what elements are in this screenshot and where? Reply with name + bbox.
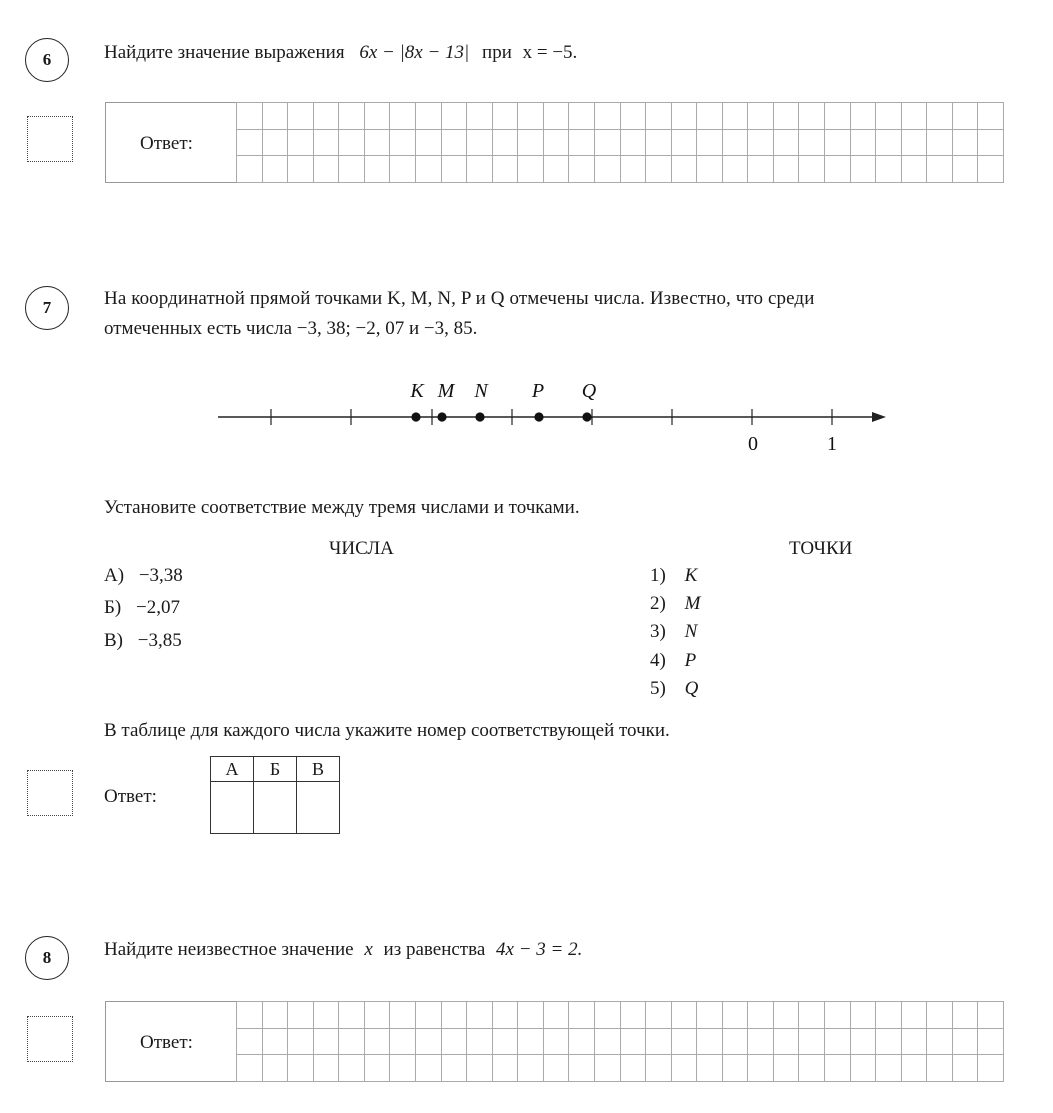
answer-grid-cell[interactable] (544, 130, 570, 157)
answer-grid-cell[interactable] (646, 1055, 672, 1082)
question-8-variable: x (364, 939, 373, 960)
point-name: K (684, 565, 698, 586)
answer-grid-cell[interactable] (748, 1055, 774, 1082)
answer-grid-cell[interactable] (390, 130, 416, 157)
answer-grid-cell[interactable] (902, 156, 928, 183)
number-value: −2,07 (136, 597, 180, 618)
answer-grid-cell[interactable] (851, 130, 877, 157)
answer-grid-cell[interactable] (825, 103, 851, 130)
number-line-one: 1 (827, 433, 837, 455)
point-name: P (684, 650, 697, 671)
question-number-8 (25, 936, 69, 980)
answer-cell-v[interactable] (297, 782, 340, 834)
answer-grid-cell[interactable] (595, 1029, 621, 1056)
answer-grid-cell[interactable] (902, 1029, 928, 1056)
answer-table-7 (210, 756, 340, 834)
score-box-8 (27, 1016, 73, 1062)
answer-grid-cell[interactable] (237, 103, 263, 130)
number-key: В) (104, 630, 123, 651)
answer-label-6: Ответ: (140, 133, 193, 154)
answer-grid-cell[interactable] (339, 1002, 365, 1029)
answer-grid-cell[interactable] (314, 1029, 340, 1056)
question-8-text (104, 939, 582, 961)
number-value: −3,38 (138, 565, 183, 586)
answer-grid-cell[interactable] (416, 103, 442, 130)
answer-grid-cell[interactable] (467, 1002, 493, 1029)
answer-grid-cell[interactable] (876, 1055, 902, 1082)
question-8-equation: 4x − 3 = 2. (496, 939, 583, 960)
answer-grid-cell[interactable] (672, 1002, 698, 1029)
answer-grid-cell[interactable] (390, 103, 416, 130)
question-6-middle: при (482, 42, 512, 63)
answer-grid-cell[interactable] (237, 1002, 263, 1029)
answer-grid-cell[interactable] (339, 1055, 365, 1082)
answer-grid-cell[interactable] (365, 1002, 391, 1029)
answer-grid-cell[interactable] (416, 1029, 442, 1056)
answer-label-7: Ответ: (104, 786, 157, 807)
number-item-v (104, 630, 182, 652)
answer-grid-cell[interactable] (825, 156, 851, 183)
answer-grid-cell[interactable] (544, 1055, 570, 1082)
answer-grid-cell[interactable] (621, 156, 647, 183)
point-label-q: Q (581, 380, 597, 402)
point-label-n: N (474, 380, 488, 402)
answer-grid-cell[interactable] (595, 156, 621, 183)
answer-grid-cell[interactable] (978, 1002, 1004, 1029)
question-8-middle: из равенства (383, 939, 486, 960)
question-6-prefix: Найдите значение выражения (104, 42, 345, 63)
answer-grid-cell[interactable] (672, 156, 698, 183)
table-header-v: В (297, 757, 340, 782)
answer-grid-cell[interactable] (825, 1029, 851, 1056)
table-header-b: Б (254, 757, 297, 782)
answer-cell-a[interactable] (211, 782, 254, 834)
question-6-expression: 6x − |8x − 13| (359, 42, 470, 63)
answer-grid-cell[interactable] (416, 1002, 442, 1029)
answer-grid-cell[interactable] (851, 1029, 877, 1056)
question-7-instruction: Установите соответствие между тремя числами и точками. (104, 497, 580, 518)
answer-grid-cell[interactable] (621, 130, 647, 157)
question-number-6 (25, 38, 69, 82)
answer-grid-cell[interactable] (697, 156, 723, 183)
answer-grid-cell[interactable] (314, 130, 340, 157)
answer-grid-cell[interactable] (288, 1029, 314, 1056)
point-name: M (684, 593, 701, 614)
answer-grid-cell[interactable] (723, 130, 749, 157)
answer-grid-cell[interactable] (467, 1029, 493, 1056)
number-line-arrow (872, 412, 886, 422)
answer-grid-cell[interactable] (953, 103, 979, 130)
answer-grid-cell[interactable] (672, 1029, 698, 1056)
answer-grid-cell[interactable] (825, 130, 851, 157)
answer-grid-cell[interactable] (467, 103, 493, 130)
answer-label-8: Ответ: (140, 1032, 193, 1053)
answer-grid-cell[interactable] (467, 1055, 493, 1082)
answer-grid-6[interactable] (236, 102, 1004, 183)
number-item-a (104, 565, 183, 587)
answer-grid-cell[interactable] (263, 156, 289, 183)
answer-grid-cell[interactable] (442, 1002, 468, 1029)
answer-grid-cell[interactable] (518, 103, 544, 130)
number-line-zero: 0 (748, 433, 758, 455)
answer-grid-cell[interactable] (442, 130, 468, 157)
answer-grid-cell[interactable] (365, 130, 391, 157)
answer-grid-cell[interactable] (518, 1029, 544, 1056)
point-label-m: M (437, 380, 455, 402)
answer-grid-cell[interactable] (851, 1002, 877, 1029)
answer-grid-cell[interactable] (493, 1029, 519, 1056)
answer-grid-cell[interactable] (851, 103, 877, 130)
answer-grid-cell[interactable] (774, 156, 800, 183)
answer-grid-cell[interactable] (518, 130, 544, 157)
answer-grid-cell[interactable] (646, 130, 672, 157)
answer-grid-cell[interactable] (774, 1029, 800, 1056)
answer-grid-cell[interactable] (339, 130, 365, 157)
answer-grid-cell[interactable] (978, 156, 1004, 183)
answer-grid-cell[interactable] (314, 103, 340, 130)
question-6-text (104, 42, 577, 64)
point-option-4 (650, 650, 696, 672)
answer-grid-cell[interactable] (799, 1055, 825, 1082)
answer-grid-cell[interactable] (390, 1002, 416, 1029)
answer-grid-cell[interactable] (672, 130, 698, 157)
point-key: 1) (650, 565, 666, 586)
answer-grid-cell[interactable] (978, 130, 1004, 157)
answer-grid-cell[interactable] (646, 1029, 672, 1056)
number-key: А) (104, 565, 125, 586)
answer-grid-cell[interactable] (927, 130, 953, 157)
point-key: 4) (650, 650, 666, 671)
point-name: N (684, 621, 698, 642)
answer-grid-cell[interactable] (569, 130, 595, 157)
answer-grid-cell[interactable] (263, 130, 289, 157)
answer-cell-b[interactable] (254, 782, 297, 834)
answer-grid-cell[interactable] (748, 130, 774, 157)
answer-grid-cell[interactable] (876, 156, 902, 183)
answer-grid-cell[interactable] (723, 156, 749, 183)
point-option-2 (650, 593, 700, 615)
answer-grid-cell[interactable] (697, 103, 723, 130)
answer-grid-cell[interactable] (902, 103, 928, 130)
answer-grid-cell[interactable] (288, 103, 314, 130)
answer-grid-cell[interactable] (799, 156, 825, 183)
question-number-7-label: 7 (42, 298, 52, 317)
answer-grid-cell[interactable] (621, 1002, 647, 1029)
answer-grid-cell[interactable] (621, 1029, 647, 1056)
answer-grid-cell[interactable] (518, 1002, 544, 1029)
answer-grid-cell[interactable] (902, 1002, 928, 1029)
answer-grid-cell[interactable] (851, 1055, 877, 1082)
answer-grid-cell[interactable] (288, 156, 314, 183)
answer-grid-cell[interactable] (953, 1055, 979, 1082)
number-key: Б) (104, 597, 122, 618)
answer-grid-cell[interactable] (365, 103, 391, 130)
answer-grid-cell[interactable] (978, 1029, 1004, 1056)
point-option-3 (650, 621, 697, 643)
answer-grid-cell[interactable] (467, 156, 493, 183)
question-8-prefix: Найдите неизвестное значение (104, 939, 354, 960)
answer-grid-cell[interactable] (595, 1055, 621, 1082)
answer-grid-cell[interactable] (953, 1029, 979, 1056)
answer-grid-cell[interactable] (390, 1029, 416, 1056)
point-label-p: P (531, 380, 545, 402)
answer-grid-cell[interactable] (927, 1002, 953, 1029)
answer-grid-cell[interactable] (544, 156, 570, 183)
answer-grid-cell[interactable] (799, 103, 825, 130)
answer-grid-cell[interactable] (927, 1055, 953, 1082)
answer-grid-cell[interactable] (646, 103, 672, 130)
question-number-8-label: 8 (42, 948, 52, 967)
answer-grid-cell[interactable] (723, 1002, 749, 1029)
answer-grid-cell[interactable] (467, 130, 493, 157)
number-value: −3,85 (137, 630, 182, 651)
answer-grid-cell[interactable] (237, 1029, 263, 1056)
point-k (411, 412, 420, 421)
answer-grid-cell[interactable] (748, 1029, 774, 1056)
point-n (475, 412, 484, 421)
answer-grid-cell[interactable] (544, 103, 570, 130)
answer-grid-cell[interactable] (851, 156, 877, 183)
answer-grid-cell[interactable] (416, 156, 442, 183)
answer-grid-cell[interactable] (314, 1055, 340, 1082)
answer-grid-cell[interactable] (876, 103, 902, 130)
answer-grid-cell[interactable] (569, 1055, 595, 1082)
score-box-7 (27, 770, 73, 816)
answer-grid-cell[interactable] (672, 103, 698, 130)
answer-grid-cell[interactable] (953, 130, 979, 157)
answer-grid-cell[interactable] (288, 1002, 314, 1029)
answer-grid-cell[interactable] (493, 156, 519, 183)
answer-grid-cell[interactable] (569, 103, 595, 130)
answer-grid-cell[interactable] (697, 1055, 723, 1082)
answer-grid-cell[interactable] (263, 103, 289, 130)
answer-grid-cell[interactable] (723, 103, 749, 130)
answer-grid-cell[interactable] (621, 1055, 647, 1082)
answer-grid-cell[interactable] (927, 103, 953, 130)
answer-grid-cell[interactable] (774, 1055, 800, 1082)
answer-grid-cell[interactable] (237, 1055, 263, 1082)
answer-grid-cell[interactable] (493, 1055, 519, 1082)
answer-grid-cell[interactable] (697, 1029, 723, 1056)
answer-grid-cell[interactable] (825, 1002, 851, 1029)
answer-grid-cell[interactable] (288, 1055, 314, 1082)
answer-grid-cell[interactable] (876, 1002, 902, 1029)
answer-grid-cell[interactable] (442, 103, 468, 130)
answer-grid-cell[interactable] (646, 156, 672, 183)
answer-grid-cell[interactable] (774, 130, 800, 157)
question-number-6-label: 6 (42, 50, 52, 69)
answer-grid-cell[interactable] (544, 1002, 570, 1029)
answer-grid-cell[interactable] (595, 130, 621, 157)
answer-grid-cell[interactable] (339, 156, 365, 183)
answer-grid-cell[interactable] (902, 130, 928, 157)
answer-grid-cell[interactable] (365, 1029, 391, 1056)
answer-grid-cell[interactable] (953, 156, 979, 183)
answer-grid-cell[interactable] (314, 1002, 340, 1029)
answer-grid-cell[interactable] (518, 1055, 544, 1082)
answer-grid-cell[interactable] (902, 1055, 928, 1082)
answer-grid-cell[interactable] (416, 1055, 442, 1082)
point-key: 3) (650, 621, 666, 642)
answer-grid-cell[interactable] (825, 1055, 851, 1082)
answer-grid-cell[interactable] (799, 130, 825, 157)
question-number-7 (25, 286, 69, 330)
point-p (534, 412, 543, 421)
question-6-condition: x = −5. (522, 42, 578, 63)
answer-grid-cell[interactable] (493, 1002, 519, 1029)
points-header: ТОЧКИ (789, 538, 853, 559)
answer-grid-cell[interactable] (544, 1029, 570, 1056)
answer-grid-cell[interactable] (927, 1029, 953, 1056)
point-q (582, 412, 591, 421)
answer-grid-cell[interactable] (493, 130, 519, 157)
answer-grid-cell[interactable] (569, 156, 595, 183)
score-box-6 (27, 116, 73, 162)
answer-grid-cell[interactable] (314, 156, 340, 183)
answer-grid-cell[interactable] (442, 156, 468, 183)
answer-grid-cell[interactable] (518, 156, 544, 183)
answer-grid-cell[interactable] (774, 1002, 800, 1029)
answer-grid-cell[interactable] (748, 156, 774, 183)
answer-grid-8[interactable] (236, 1001, 1004, 1082)
answer-grid-cell[interactable] (672, 1055, 698, 1082)
answer-grid-cell[interactable] (237, 130, 263, 157)
answer-grid-cell[interactable] (774, 103, 800, 130)
answer-grid-cell[interactable] (978, 1055, 1004, 1082)
answer-grid-cell[interactable] (390, 1055, 416, 1082)
answer-grid-cell[interactable] (263, 1055, 289, 1082)
answer-grid-cell[interactable] (799, 1002, 825, 1029)
answer-grid-cell[interactable] (799, 1029, 825, 1056)
answer-grid-cell[interactable] (621, 103, 647, 130)
point-option-5 (650, 678, 698, 700)
answer-grid-cell[interactable] (927, 156, 953, 183)
question-7-line1: На координатной прямой точками K, M, N, P и Q отмечены числа. Известно, что среди (104, 288, 815, 309)
answer-grid-cell[interactable] (365, 1055, 391, 1082)
answer-grid-cell[interactable] (339, 1029, 365, 1056)
answer-grid-cell[interactable] (978, 103, 1004, 130)
question-7-table-instruction: В таблице для каждого числа укажите номер соответствующей точки. (104, 720, 670, 741)
answer-grid-cell[interactable] (697, 130, 723, 157)
answer-grid-cell[interactable] (263, 1002, 289, 1029)
answer-grid-cell[interactable] (442, 1029, 468, 1056)
number-item-b (104, 597, 180, 619)
answer-grid-cell[interactable] (339, 103, 365, 130)
answer-grid-cell[interactable] (697, 1002, 723, 1029)
answer-grid-cell[interactable] (953, 1002, 979, 1029)
answer-grid-cell[interactable] (237, 156, 263, 183)
answer-grid-cell[interactable] (748, 1002, 774, 1029)
point-option-1 (650, 565, 697, 587)
point-name: Q (684, 678, 699, 699)
question-7-line2: отмеченных есть числа −3, 38; −2, 07 и −3, 85. (104, 318, 478, 339)
answer-grid-cell[interactable] (723, 1055, 749, 1082)
answer-grid-cell[interactable] (748, 103, 774, 130)
number-line (0, 370, 1053, 460)
answer-grid-cell[interactable] (390, 156, 416, 183)
point-m (437, 412, 446, 421)
table-header-a: А (211, 757, 254, 782)
answer-grid-cell[interactable] (595, 103, 621, 130)
answer-grid-cell[interactable] (876, 1029, 902, 1056)
answer-grid-cell[interactable] (646, 1002, 672, 1029)
answer-grid-cell[interactable] (569, 1029, 595, 1056)
answer-grid-cell[interactable] (416, 130, 442, 157)
answer-grid-cell[interactable] (595, 1002, 621, 1029)
answer-grid-cell[interactable] (442, 1055, 468, 1082)
answer-grid-cell[interactable] (569, 1002, 595, 1029)
numbers-header: ЧИСЛА (329, 538, 394, 559)
answer-grid-cell[interactable] (876, 130, 902, 157)
answer-grid-cell[interactable] (493, 103, 519, 130)
point-key: 2) (650, 593, 666, 614)
answer-grid-cell[interactable] (288, 130, 314, 157)
answer-grid-cell[interactable] (365, 156, 391, 183)
answer-grid-cell[interactable] (263, 1029, 289, 1056)
point-label-k: K (410, 380, 424, 402)
point-key: 5) (650, 678, 666, 699)
answer-grid-cell[interactable] (723, 1029, 749, 1056)
